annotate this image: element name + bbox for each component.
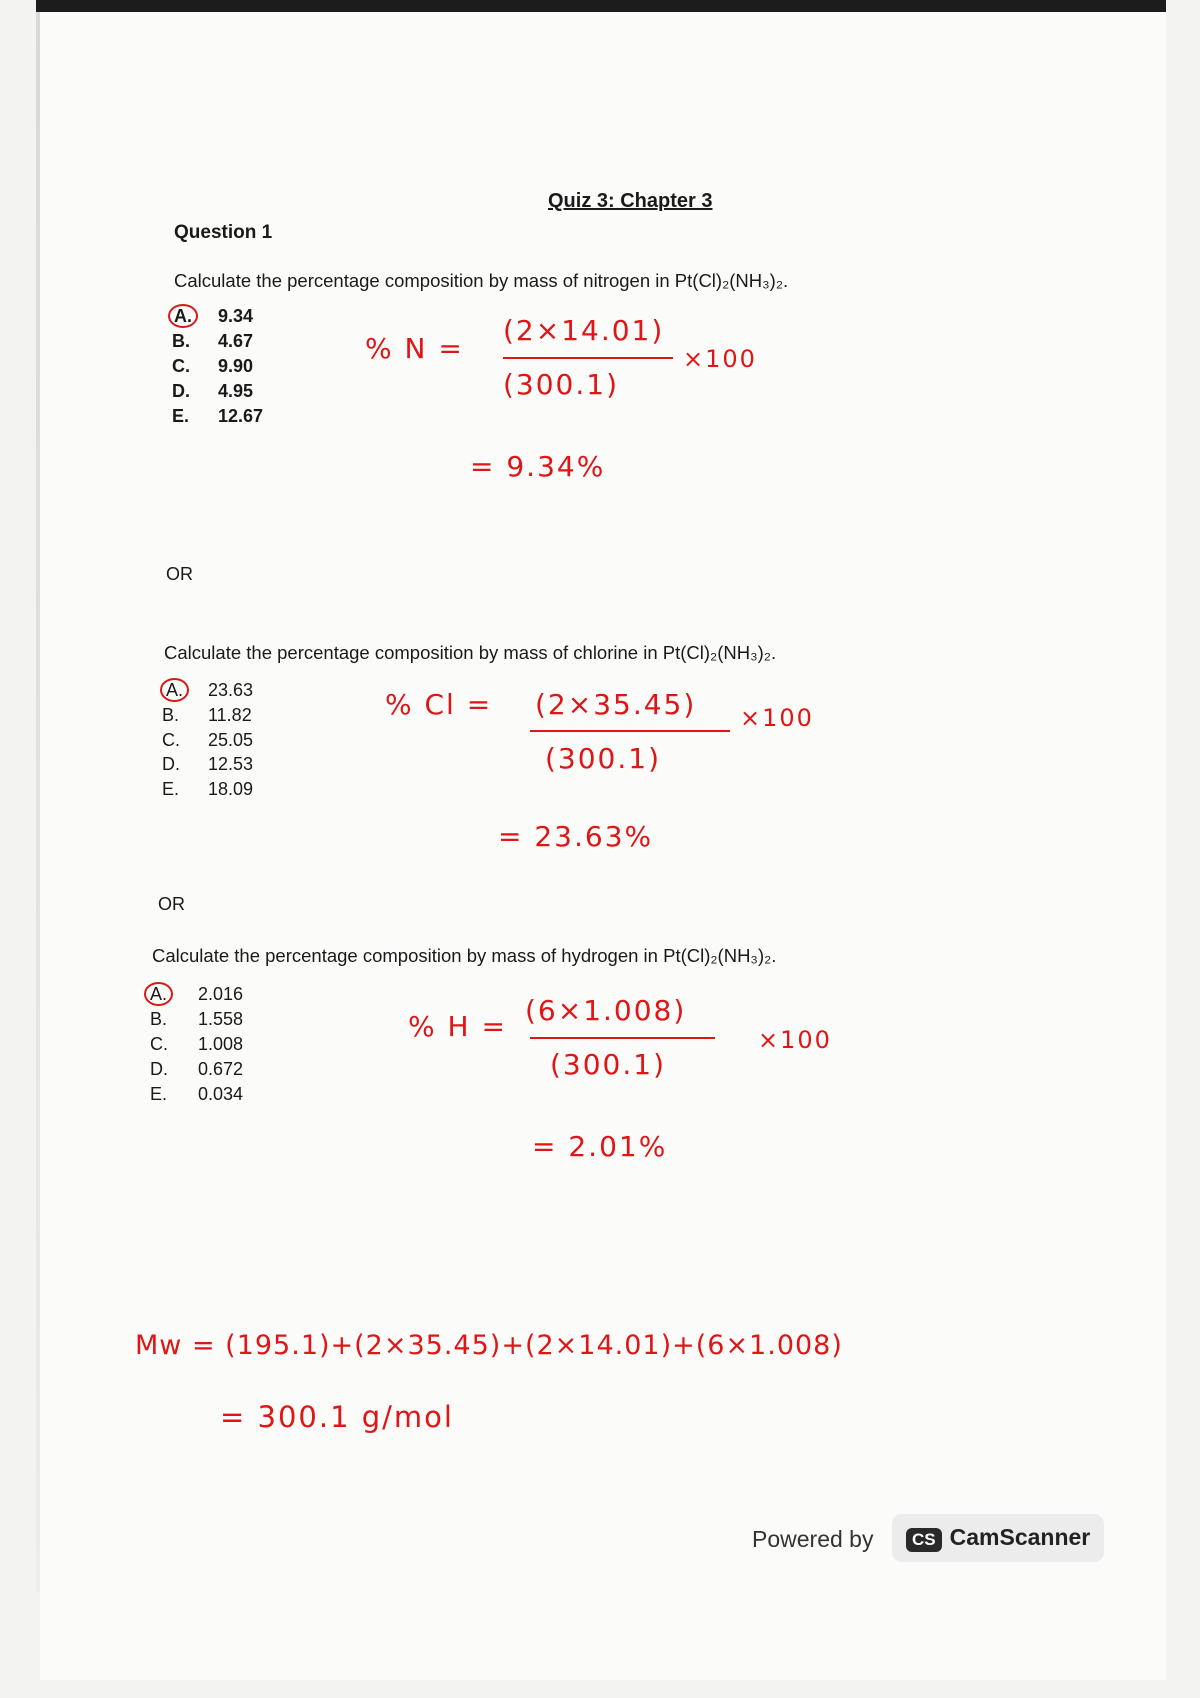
powered-by-text: Powered by bbox=[752, 1526, 874, 1552]
or-separator: OR bbox=[166, 564, 193, 584]
question-prompt-chlorine: Calculate the percentage composition by mass of chlorine in Pt(Cl)₂(NH₃)₂. bbox=[164, 642, 777, 663]
work-numerator: (2×35.45) bbox=[535, 688, 697, 721]
work-lhs: % Cl = bbox=[385, 688, 493, 721]
option-letter: B. bbox=[150, 1009, 168, 1029]
option-value: 25.05 bbox=[208, 730, 254, 750]
question-prompt-nitrogen: Calculate the percentage composition by mass of nitrogen in Pt(Cl)₂(NH₃)₂. bbox=[174, 270, 789, 291]
molar-mass-line2: = 300.1 g/mol bbox=[220, 1400, 454, 1434]
fraction-bar bbox=[530, 1037, 715, 1039]
option-value: 4.67 bbox=[218, 331, 254, 351]
question-label: Question 1 bbox=[174, 222, 273, 243]
option-value: 0.672 bbox=[198, 1059, 244, 1079]
work-denominator: (300.1) bbox=[545, 742, 662, 775]
fraction-bar bbox=[503, 357, 673, 359]
work-numerator: (6×1.008) bbox=[525, 994, 687, 1027]
cs-logo-icon: CS bbox=[906, 1528, 942, 1552]
option-value: 2.016 bbox=[198, 984, 244, 1004]
camscanner-brand: CamScanner bbox=[949, 1524, 1091, 1550]
option-letter: C. bbox=[150, 1034, 168, 1054]
option-letter: E. bbox=[150, 1084, 168, 1104]
work-result: = 2.01% bbox=[532, 1130, 668, 1163]
option-letter: E. bbox=[172, 406, 190, 426]
camscanner-logo bbox=[892, 1514, 1104, 1562]
or-separator: OR bbox=[158, 894, 185, 914]
option-letter: C. bbox=[162, 730, 180, 750]
option-letter: B. bbox=[172, 331, 190, 351]
work-lhs: % H = bbox=[408, 1010, 507, 1043]
option-letter: C. bbox=[172, 356, 190, 376]
work-denominator: (300.1) bbox=[550, 1048, 667, 1081]
question-prompt-hydrogen: Calculate the percentage composition by mass of hydrogen in Pt(Cl)₂(NH₃)₂. bbox=[152, 945, 777, 966]
option-value: 1.008 bbox=[198, 1034, 244, 1054]
option-value: 9.34 bbox=[218, 306, 254, 326]
option-letter-selected: A. bbox=[168, 304, 198, 328]
option-value: 1.558 bbox=[198, 1009, 244, 1029]
work-multiplier: ×100 bbox=[683, 345, 757, 373]
option-letter-selected: A. bbox=[144, 982, 173, 1006]
scanned-page bbox=[40, 12, 1166, 1680]
option-value: 12.53 bbox=[208, 754, 254, 774]
scan-top-edge bbox=[36, 0, 1166, 12]
work-result: = 9.34% bbox=[470, 450, 606, 483]
work-lhs: % N = bbox=[365, 332, 464, 365]
option-value: 23.63 bbox=[208, 680, 254, 700]
option-letter: D. bbox=[150, 1059, 168, 1079]
option-value: 12.67 bbox=[218, 406, 264, 426]
fraction-bar bbox=[530, 730, 730, 732]
option-value: 4.95 bbox=[218, 381, 254, 401]
page-title: Quiz 3: Chapter 3 bbox=[548, 190, 713, 212]
option-value: 18.09 bbox=[208, 779, 254, 799]
option-letter: E. bbox=[162, 779, 180, 799]
work-multiplier: ×100 bbox=[758, 1026, 832, 1054]
option-letter: D. bbox=[172, 381, 190, 401]
option-value: 0.034 bbox=[198, 1084, 244, 1104]
work-result: = 23.63% bbox=[498, 820, 654, 853]
work-denominator: (300.1) bbox=[503, 368, 620, 401]
work-multiplier: ×100 bbox=[740, 704, 814, 732]
molar-mass-line1: Mw = (195.1)+(2×35.45)+(2×14.01)+(6×1.008) bbox=[135, 1330, 843, 1361]
option-letter: D. bbox=[162, 754, 180, 774]
option-value: 9.90 bbox=[218, 356, 254, 376]
option-value: 11.82 bbox=[208, 705, 252, 725]
work-numerator: (2×14.01) bbox=[503, 314, 665, 347]
option-letter: B. bbox=[162, 705, 180, 725]
option-letter-selected: A. bbox=[160, 678, 189, 702]
